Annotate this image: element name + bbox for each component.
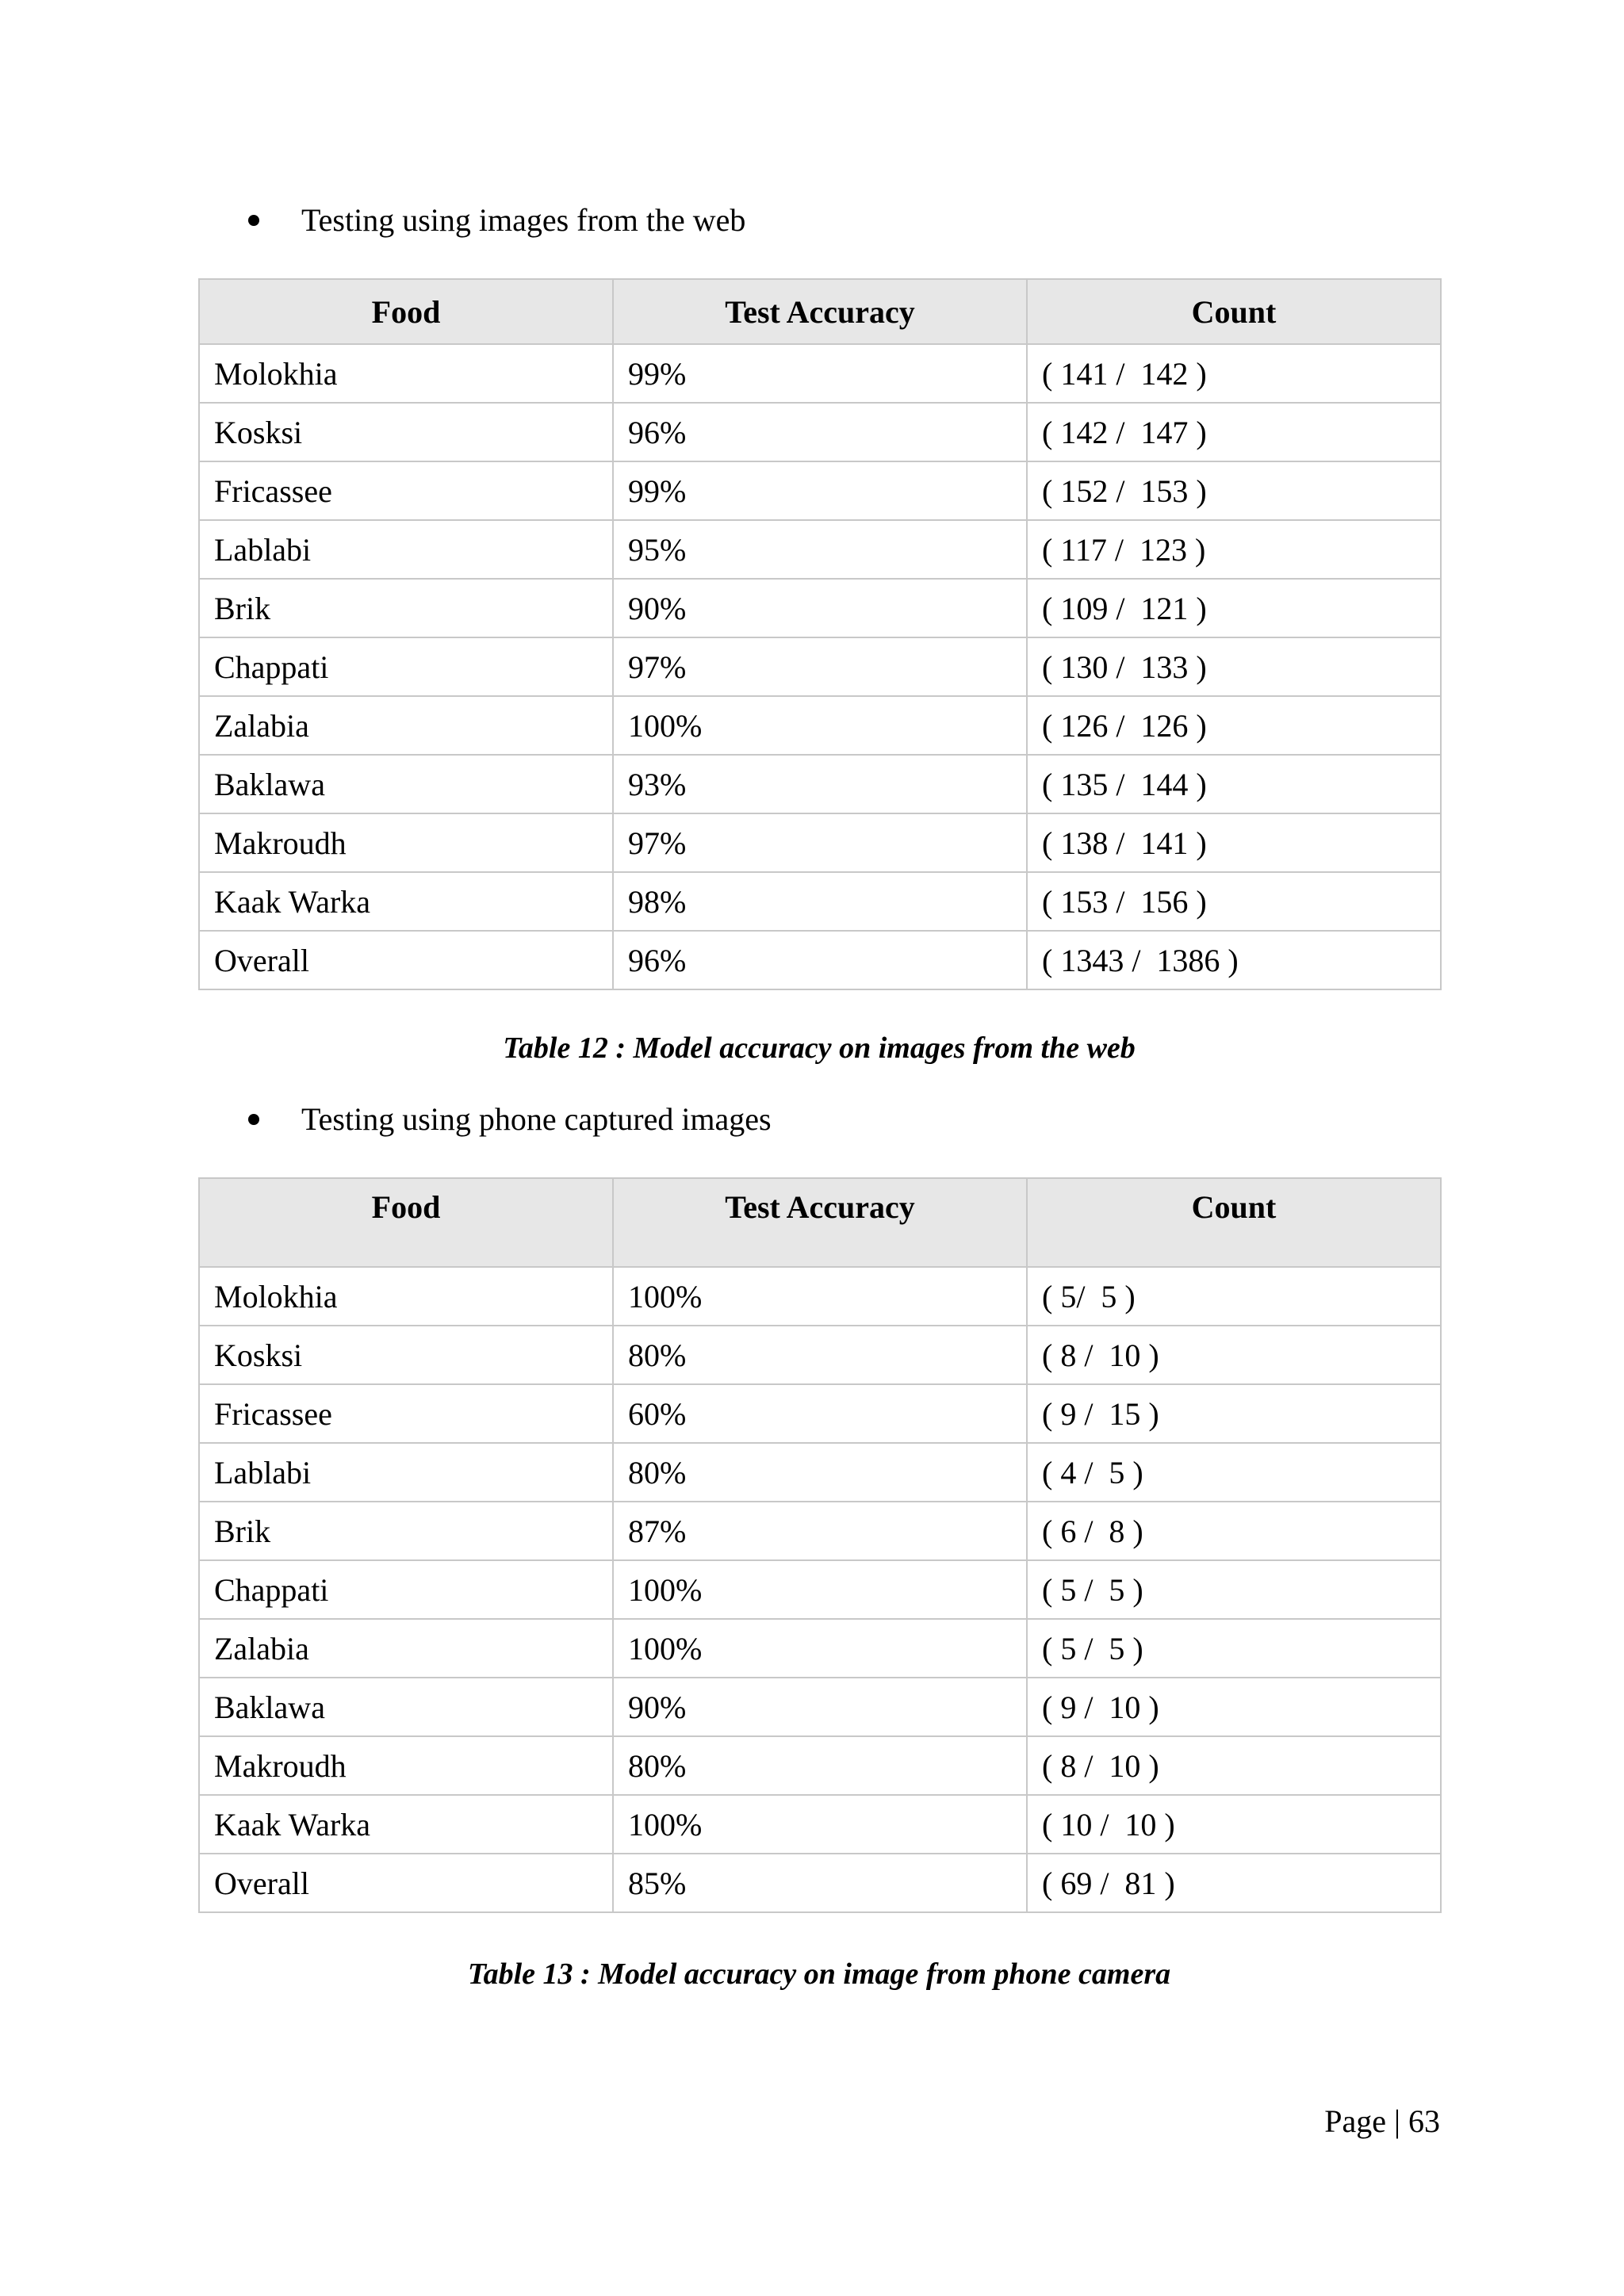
table-row <box>199 1678 1441 1736</box>
cell-test-accuracy: 96% <box>613 403 1027 461</box>
cell-test-accuracy: 100% <box>613 1267 1027 1326</box>
cell-food: Molokhia <box>199 344 613 403</box>
cell-food: Baklawa <box>199 1678 613 1736</box>
table-phone-accuracy <box>198 1177 1442 1913</box>
cell-test-accuracy: 90% <box>613 579 1027 637</box>
cell-food: Lablabi <box>199 520 613 579</box>
cell-test-accuracy: 100% <box>613 1560 1027 1619</box>
table-caption: Table 12 : Model accuracy on images from the web <box>503 1031 1136 1065</box>
cell-food: Chappati <box>199 1560 613 1619</box>
cell-food: Brik <box>199 579 613 637</box>
table-row <box>199 520 1441 579</box>
cell-food: Molokhia <box>199 1267 613 1326</box>
header-test-accuracy: Test Accuracy <box>613 279 1027 344</box>
cell-count: ( 135 / 144 ) <box>1027 755 1441 813</box>
table-row <box>199 1443 1441 1502</box>
cell-test-accuracy: 80% <box>613 1736 1027 1795</box>
cell-food: Makroudh <box>199 1736 613 1795</box>
cell-test-accuracy: 60% <box>613 1384 1027 1443</box>
cell-food: Zalabia <box>199 696 613 755</box>
cell-count: ( 6 / 8 ) <box>1027 1502 1441 1560</box>
table-caption: Table 13 : Model accuracy on image from phone camera <box>467 1957 1171 1991</box>
cell-count: ( 69 / 81 ) <box>1027 1854 1441 1912</box>
table-row <box>199 813 1441 872</box>
cell-count: ( 142 / 147 ) <box>1027 403 1441 461</box>
table-header-row <box>199 1178 1441 1267</box>
table-header-row <box>199 279 1441 344</box>
cell-count: ( 153 / 156 ) <box>1027 872 1441 931</box>
table-row <box>199 1854 1441 1912</box>
table-row <box>199 755 1441 813</box>
cell-food: Overall <box>199 1854 613 1912</box>
cell-food: Fricassee <box>199 1384 613 1443</box>
cell-test-accuracy: 90% <box>613 1678 1027 1736</box>
table-row <box>199 1795 1441 1854</box>
cell-test-accuracy: 98% <box>613 872 1027 931</box>
cell-count: ( 138 / 141 ) <box>1027 813 1441 872</box>
bullet-text: Testing using phone captured images <box>301 1101 772 1137</box>
table-row <box>199 1560 1441 1619</box>
table-row <box>199 403 1441 461</box>
bullet-phone-testing <box>246 1100 772 1138</box>
cell-count: ( 8 / 10 ) <box>1027 1326 1441 1384</box>
table-web-accuracy <box>198 278 1442 990</box>
table-row <box>199 931 1441 989</box>
cell-test-accuracy: 87% <box>613 1502 1027 1560</box>
bullet-web-testing <box>246 201 745 239</box>
cell-test-accuracy: 80% <box>613 1326 1027 1384</box>
cell-count: ( 141 / 142 ) <box>1027 344 1441 403</box>
cell-test-accuracy: 93% <box>613 755 1027 813</box>
table-row <box>199 1502 1441 1560</box>
cell-test-accuracy: 96% <box>613 931 1027 989</box>
cell-food: Zalabia <box>199 1619 613 1678</box>
table-body <box>199 1267 1441 1912</box>
header-food: Food <box>199 279 613 344</box>
table-row <box>199 696 1441 755</box>
cell-count: ( 1343 / 1386 ) <box>1027 931 1441 989</box>
table-row <box>199 1267 1441 1326</box>
cell-test-accuracy: 99% <box>613 344 1027 403</box>
table-row <box>199 637 1441 696</box>
cell-food: Kaak Warka <box>199 872 613 931</box>
table-row <box>199 579 1441 637</box>
cell-count: ( 9 / 15 ) <box>1027 1384 1441 1443</box>
cell-test-accuracy: 85% <box>613 1854 1027 1912</box>
cell-food: Baklawa <box>199 755 613 813</box>
cell-count: ( 4 / 5 ) <box>1027 1443 1441 1502</box>
cell-test-accuracy: 99% <box>613 461 1027 520</box>
header-test-accuracy: Test Accuracy <box>613 1178 1027 1267</box>
header-count: Count <box>1027 279 1441 344</box>
header-food: Food <box>199 1178 613 1267</box>
cell-food: Lablabi <box>199 1443 613 1502</box>
cell-count: ( 9 / 10 ) <box>1027 1678 1441 1736</box>
bullet-dot-icon <box>248 215 259 226</box>
table-row <box>199 1736 1441 1795</box>
cell-count: ( 109 / 121 ) <box>1027 579 1441 637</box>
cell-count: ( 5 / 5 ) <box>1027 1619 1441 1678</box>
cell-test-accuracy: 97% <box>613 813 1027 872</box>
cell-food: Fricassee <box>199 461 613 520</box>
cell-count: ( 130 / 133 ) <box>1027 637 1441 696</box>
header-count: Count <box>1027 1178 1441 1267</box>
table-row <box>199 461 1441 520</box>
cell-food: Kosksi <box>199 1326 613 1384</box>
table-row <box>199 1384 1441 1443</box>
page-number: Page | 63 <box>1324 2103 1440 2139</box>
cell-food: Chappati <box>199 637 613 696</box>
cell-food: Kaak Warka <box>199 1795 613 1854</box>
table-row <box>199 1326 1441 1384</box>
cell-food: Kosksi <box>199 403 613 461</box>
cell-count: ( 117 / 123 ) <box>1027 520 1441 579</box>
cell-test-accuracy: 95% <box>613 520 1027 579</box>
bullet-text: Testing using images from the web <box>301 202 746 238</box>
bullet-dot-icon <box>248 1114 259 1125</box>
table-row <box>199 872 1441 931</box>
table-row <box>199 1619 1441 1678</box>
cell-test-accuracy: 97% <box>613 637 1027 696</box>
cell-food: Overall <box>199 931 613 989</box>
cell-food: Brik <box>199 1502 613 1560</box>
table-body <box>199 344 1441 989</box>
cell-count: ( 10 / 10 ) <box>1027 1795 1441 1854</box>
cell-count: ( 8 / 10 ) <box>1027 1736 1441 1795</box>
cell-food: Makroudh <box>199 813 613 872</box>
cell-count: ( 5/ 5 ) <box>1027 1267 1441 1326</box>
cell-test-accuracy: 100% <box>613 1619 1027 1678</box>
cell-test-accuracy: 100% <box>613 696 1027 755</box>
cell-test-accuracy: 100% <box>613 1795 1027 1854</box>
cell-count: ( 126 / 126 ) <box>1027 696 1441 755</box>
cell-count: ( 152 / 153 ) <box>1027 461 1441 520</box>
cell-test-accuracy: 80% <box>613 1443 1027 1502</box>
table-row <box>199 344 1441 403</box>
cell-count: ( 5 / 5 ) <box>1027 1560 1441 1619</box>
